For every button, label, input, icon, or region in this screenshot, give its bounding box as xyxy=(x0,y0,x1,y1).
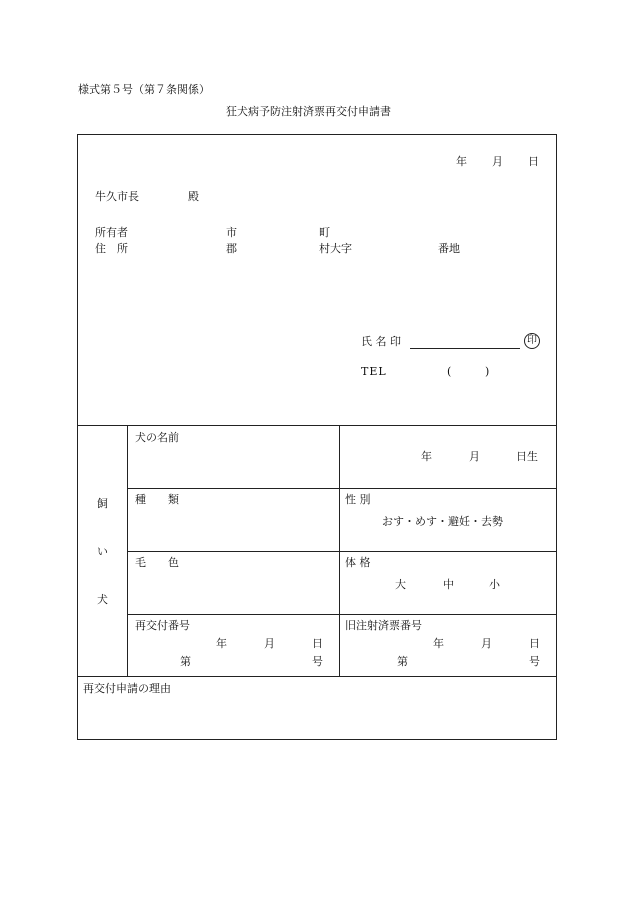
side-label-char-2: い xyxy=(97,545,108,558)
reissue-dai: 第 xyxy=(180,655,191,668)
old-year: 年 xyxy=(433,637,444,650)
coat-color-label: 毛 色 xyxy=(135,556,179,569)
address-label: 住 所 xyxy=(95,242,128,255)
form-title: 狂犬病予防注射済票再交付申請書 xyxy=(226,105,391,118)
date-year: 年 xyxy=(456,155,467,168)
address-banchi: 番地 xyxy=(438,242,460,255)
reissue-go: 号 xyxy=(312,655,323,668)
reissue-year: 年 xyxy=(216,637,227,650)
addressee: 牛久市長 xyxy=(95,190,139,203)
reissue-month: 月 xyxy=(264,637,275,650)
address-mura-oaza: 村大字 xyxy=(319,242,352,255)
sex-options[interactable]: おす・めす・避妊・去勢 xyxy=(382,515,503,528)
reissue-day: 日 xyxy=(312,637,323,650)
reason-label: 再交付申請の理由 xyxy=(83,682,171,695)
old-month: 月 xyxy=(481,637,492,650)
owner-name-field[interactable] xyxy=(410,348,520,349)
birth-year: 年 xyxy=(421,450,432,463)
address-shi: 市 xyxy=(226,226,237,239)
address-gun: 郡 xyxy=(226,242,237,255)
date-month: 月 xyxy=(492,155,503,168)
old-dai: 第 xyxy=(397,655,408,668)
reissue-number-label: 再交付番号 xyxy=(135,619,190,632)
size-medium[interactable]: 中 xyxy=(443,578,454,591)
size-label: 体 格 xyxy=(345,556,371,569)
honorific: 殿 xyxy=(188,190,199,203)
birth-day: 日生 xyxy=(516,450,538,463)
date-day: 日 xyxy=(528,155,539,168)
tel-close-paren: ) xyxy=(485,365,490,378)
dog-name-label: 犬の名前 xyxy=(135,431,179,444)
address-machi: 町 xyxy=(319,226,330,239)
size-small[interactable]: 小 xyxy=(489,578,500,591)
birth-month: 月 xyxy=(469,450,480,463)
owner-label: 所有者 xyxy=(95,226,128,239)
sex-label: 性 別 xyxy=(345,493,371,506)
form-number: 様式第５号（第７条関係） xyxy=(78,83,210,96)
owner-name-label: 氏 名 印 xyxy=(361,335,401,348)
seal-mark: 印 xyxy=(524,333,540,349)
old-tag-number-label: 旧注射済票番号 xyxy=(345,619,422,632)
old-day: 日 xyxy=(529,637,540,650)
side-label-char-3: 犬 xyxy=(97,593,108,606)
size-large[interactable]: 大 xyxy=(395,578,406,591)
tel-open-paren: ( xyxy=(447,365,452,378)
breed-label: 種 類 xyxy=(135,493,179,506)
applicant-box xyxy=(77,134,557,426)
tel-label: TEL xyxy=(361,365,387,378)
side-label-char-1: 飼 xyxy=(97,497,108,510)
row-divider-1 xyxy=(127,488,557,489)
row-divider-2 xyxy=(127,551,557,552)
old-go: 号 xyxy=(529,655,540,668)
row-divider-3 xyxy=(127,614,557,615)
